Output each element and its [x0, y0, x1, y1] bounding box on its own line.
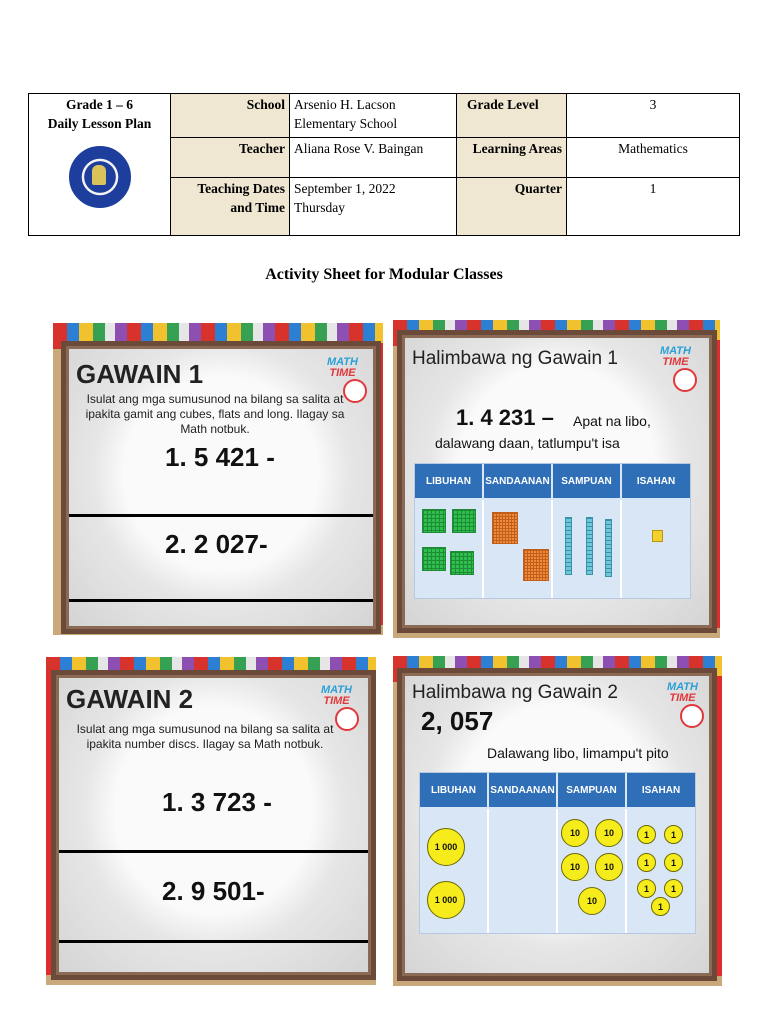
slide-gawain-1 [53, 323, 383, 635]
item-1: 1. 3 723 - [162, 787, 272, 817]
badge-line2: TIME [662, 356, 689, 368]
disc-ten: 10 [595, 853, 623, 881]
board [66, 346, 376, 629]
slide-heading: GAWAIN 1 [76, 359, 204, 389]
areas-label: Learning Areas [457, 138, 567, 178]
math-time-badge [327, 357, 358, 379]
column-header: SANDAANAN [484, 464, 553, 498]
column-header: LIBUHAN [415, 464, 484, 498]
disc-thousand: 1 000 [427, 881, 465, 919]
disc-thousand: 1 000 [427, 828, 465, 866]
areas-value: Mathematics [567, 138, 740, 178]
slide-gawain-2 [46, 657, 376, 985]
badge-line2: TIME [669, 692, 696, 704]
school-label: School [171, 94, 290, 138]
badge-line1: MATH [667, 681, 698, 693]
board [402, 335, 712, 628]
disc-one: 1 [664, 853, 683, 872]
example-words: Dalawang libo, limampu't pito [487, 745, 669, 761]
math-time-badge [321, 685, 352, 707]
example-words-2: dalawang daan, tatlumpu't isa [435, 435, 620, 451]
teacher-value: Aliana Rose V. Baingan [290, 138, 457, 178]
board-frame [61, 341, 381, 634]
badge-line1: MATH [321, 684, 352, 696]
ten-long [586, 517, 593, 575]
place-value-table [414, 463, 691, 599]
board [56, 675, 371, 975]
column-header: LIBUHAN [420, 773, 489, 807]
slide-heading: Halimbawa ng Gawain 2 [412, 682, 618, 703]
math-time-badge [667, 682, 698, 704]
board-frame [397, 330, 717, 633]
item-2: 2. 9 501- [162, 876, 265, 906]
badge-line2: TIME [329, 367, 356, 379]
divider [59, 940, 368, 943]
divider [69, 599, 373, 602]
thousand-cube [450, 551, 474, 575]
column-header: SAMPUAN [553, 464, 622, 498]
disc-ten: 10 [561, 853, 589, 881]
column-header: SAMPUAN [558, 773, 627, 807]
dates-label: Teaching Dates and Time [171, 178, 290, 236]
board-frame [397, 668, 717, 981]
column-header: ISAHAN [622, 464, 690, 498]
slide-heading: Halimbawa ng Gawain 1 [412, 348, 618, 369]
ten-long [565, 517, 572, 575]
column-header: ISAHAN [627, 773, 695, 807]
ten-long [605, 519, 612, 577]
item-1: 1. 5 421 - [165, 442, 275, 472]
badge-line1: MATH [327, 356, 358, 368]
math-time-badge [660, 346, 691, 368]
grade-value: 3 [567, 94, 740, 138]
divider [69, 514, 373, 517]
slide-halimbawa-1 [393, 320, 720, 638]
board-frame [51, 670, 376, 980]
disc-ten: 10 [595, 819, 623, 847]
lesson-plan-header [28, 93, 740, 236]
quarter-value: 1 [567, 178, 740, 236]
divider [59, 850, 368, 853]
column-header: SANDAANAN [489, 773, 558, 807]
deped-seal [69, 146, 131, 208]
teacher-label: Teacher [171, 138, 290, 178]
disc-one: 1 [664, 825, 683, 844]
quarter-label: Quarter [457, 178, 567, 236]
hundred-flat [523, 549, 549, 581]
item-2: 2. 2 027- [165, 529, 268, 559]
slide-halimbawa-2 [393, 656, 722, 986]
example-number: 2, 057 [421, 706, 494, 736]
clock-icon [680, 704, 704, 728]
disc-ten: 10 [578, 887, 606, 915]
example-number: 1. 4 231 – [456, 405, 554, 430]
disc-one: 1 [637, 879, 656, 898]
page-title: Activity Sheet for Modular Classes [265, 266, 503, 283]
badge-line2: TIME [323, 695, 350, 707]
disc-ten: 10 [561, 819, 589, 847]
hundred-flat [492, 512, 518, 544]
disc-one: 1 [664, 879, 683, 898]
place-value-table [419, 772, 696, 934]
plan-title: Grade 1 – 6 Daily Lesson Plan [47, 97, 152, 131]
plan-title-cell [29, 94, 171, 236]
disc-one: 1 [637, 825, 656, 844]
column [489, 809, 558, 933]
grade-label: Grade Level [457, 94, 567, 138]
thousand-cube [422, 509, 446, 533]
disc-one: 1 [637, 853, 656, 872]
slide-heading: GAWAIN 2 [66, 684, 194, 714]
badge-line1: MATH [660, 345, 691, 357]
thousand-cube [452, 509, 476, 533]
disc-one: 1 [651, 897, 670, 916]
clock-icon [673, 368, 697, 392]
one-unit [652, 530, 663, 542]
example-words-1: Apat na libo, [573, 413, 651, 429]
thousand-cube [422, 547, 446, 571]
board [402, 673, 712, 976]
instruction: Isulat ang mga sumusunod na bilang sa salita at ipakita gamit ang cubes, flats and long. Ilagay sa Math notbuk. [85, 392, 345, 436]
instruction: Isulat ang mga sumusunod na bilang sa salita at ipakita number discs. Ilagay sa Math notbuk. [76, 722, 334, 751]
dates-value: September 1, 2022 Thursday [290, 178, 457, 236]
school-value: Arsenio H. Lacson Elementary School [290, 94, 457, 138]
